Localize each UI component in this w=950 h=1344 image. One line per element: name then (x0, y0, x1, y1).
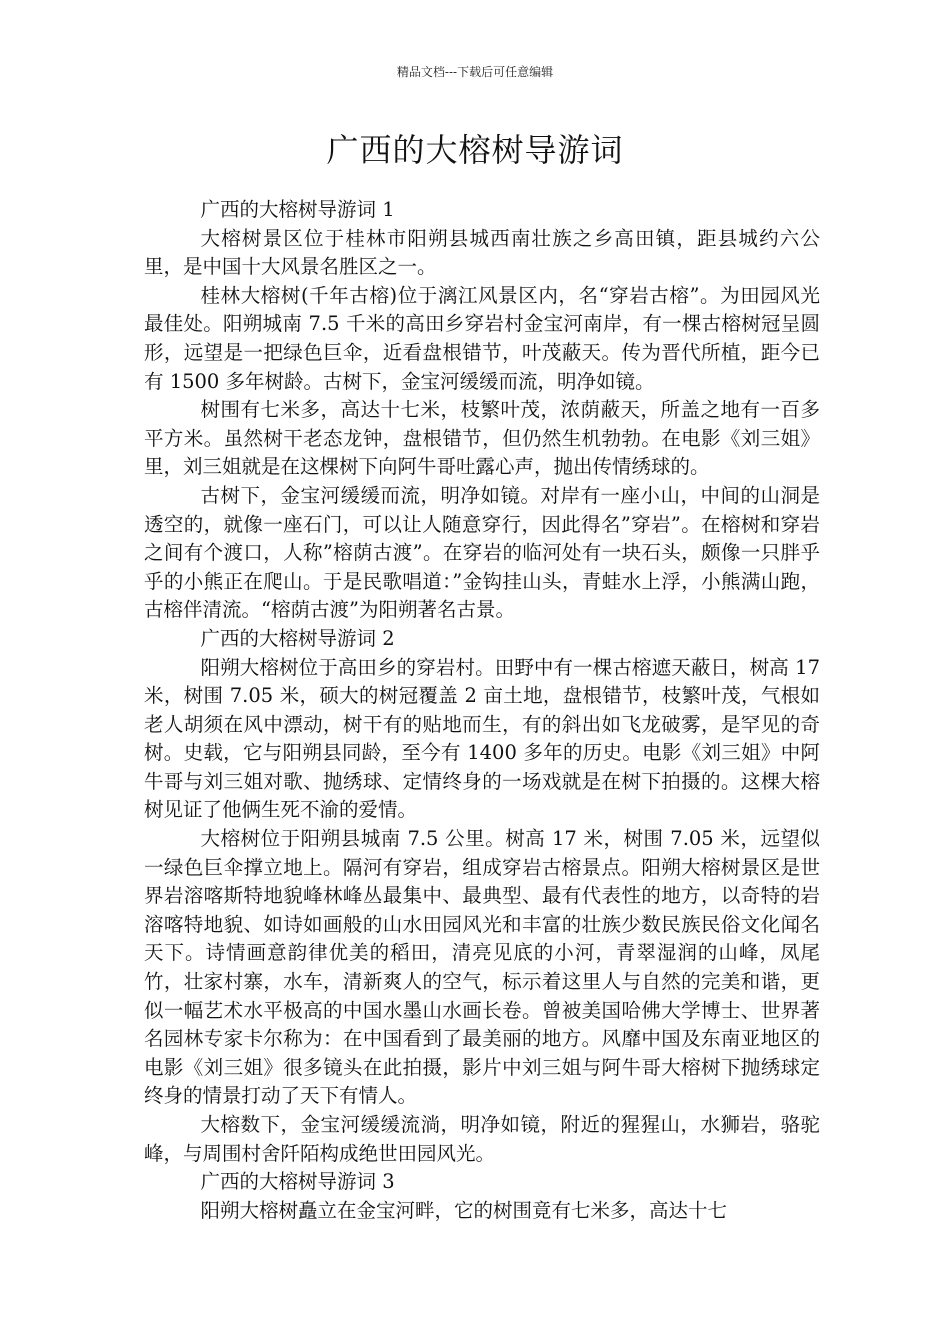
paragraph: 阳朔大榕树位于高田乡的穿岩村。田野中有一棵古榕遮天蔽日，树高 17 米，树围 7.05 米，硕大的树冠覆盖 2 亩土地，盘根错节，枝繁叶茂，气根如老人胡须在风中漂动，树干有的贴地而生，有的斜出如飞龙破雾，是罕见的奇树。史载，它与阳朔县同龄，至今有 1400 多年的历史。电影《刘三姐》中阿牛哥与刘三姐对歌、抛绣球、定情终身的一场戏就是在树下拍摄的。这棵大榕树见证了他俩生死不渝的爱情。 (144, 655, 820, 822)
paragraph: 阳朔大榕树矗立在金宝河畔，它的树围竟有七米多，高达十七 (200, 1198, 728, 1222)
paragraph: 大榕树位于阳朔县城南 7.5 公里。树高 17 米，树围 7.05 米，远望似一绿色巨伞撑立地上。隔河有穿岩，组成穿岩古榕景点。阳朔大榕树景区是世界岩溶喀斯特地貌峰林峰丛最集中、最典型、最有代表性的地方，以奇特的岩溶喀特地貌、如诗如画般的山水田园风光和丰富的壮族少数民族民俗文化闻名天下。诗情画意韵律优美的稻田，清亮见底的小河，青翠湿润的山峰，凤尾竹，壮家村寨，水车，清新爽人的空气，标示着这里人与自然的完美和谐，更似一幅艺术水平极高的中国水墨山水画长卷。曾被美国哈佛大学博士、世界著名园林专家卡尔称为：在中国看到了最美丽的地方。风靡中国及东南亚地区的电影《刘三姐》很多镜头在此拍摄，影片中刘三姐与阿牛哥大榕树下抛绣球定终身的情景打动了天下有情人。 (144, 827, 820, 1108)
document-body (144, 196, 820, 1225)
paragraph: 大榕树景区位于桂林市阳朔县城西南壮族之乡高田镇，距县城约六公里，是中国十大风景名胜区之一。 (144, 226, 820, 279)
paragraph: 大榕数下，金宝河缓缓流淌，明净如镜，附近的猩猩山，水狮岩，骆驼峰，与周围村舍阡陌构成绝世田园风光。 (144, 1113, 820, 1165)
document-title: 广西的大榕树导游词 (326, 131, 624, 169)
paragraph: 树围有七米多，高达十七米，枝繁叶茂，浓荫蔽天，所盖之地有一百多平方米。虽然树干老态龙钟，盘根错节，但仍然生机勃勃。在电影《刘三姐》里，刘三姐就是在这棵树下向阿牛哥吐露心声，抛出传情绣球的。 (144, 398, 820, 479)
section-heading-3: 广西的大榕树导游词 3 (200, 1170, 395, 1194)
section-heading-2: 广西的大榕树导游词 2 (200, 626, 395, 650)
paragraph: 桂林大榕树(千年古榕)位于漓江风景区内，名“穿岩古榕”。为田园风光最佳处。阳朔城南 7.5 千米的高田乡穿岩村金宝河南岸，有一棵古榕树冠呈圆形，远望是一把绿色巨伞，近看盘根错节，叶茂蔽天。传为晋代所植，距今已有 1500 多年树龄。古树下，金宝河缓缓而流，明净如镜。 (144, 283, 820, 393)
page-header: 精品文档---下载后可任意编辑 (396, 65, 554, 79)
paragraph: 古树下，金宝河缓缓而流，明净如镜。对岸有一座小山，中间的山洞是透空的，就像一座石门，可以让人随意穿行，因此得名”穿岩”。在榕树和穿岩之间有个渡口，人称”榕荫古渡”。在穿岩的临河处有一块石头，颇像一只胖乎乎的小熊正在爬山。于是民歌唱道：”金钩挂山头，青蛙水上浮，小熊满山跑，古榕伴清流。“榕荫古渡”为阳朔著名古景。 (144, 483, 820, 622)
section-heading-1: 广西的大榕树导游词 1 (200, 198, 395, 221)
